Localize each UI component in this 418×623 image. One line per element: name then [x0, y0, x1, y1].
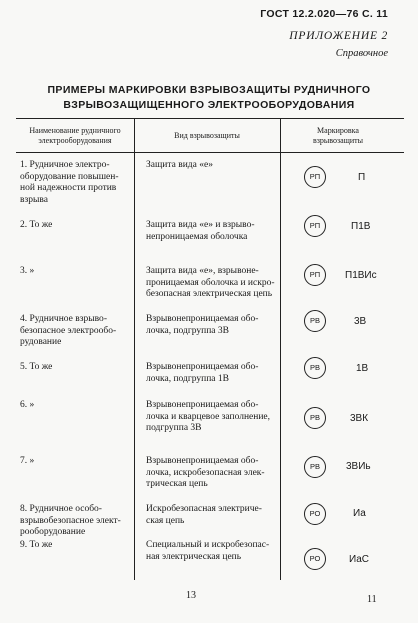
row-4-type: Взрывонепроницаемая оболочка, подгруппа 3В — [146, 314, 259, 336]
row-8-name: 8. Рудничное особовзрывобезопасное электрооборудование — [20, 504, 121, 537]
row-1-type: Защита вида «е» — [146, 160, 213, 170]
row-1-name: 1. Рудничное электрооборудование повышенной надежности против взрыва — [20, 160, 119, 205]
row-6-name: 6. » — [20, 400, 35, 410]
row-2-name: 2. То же — [20, 220, 53, 230]
row-4-marking-code: 3В — [354, 316, 367, 327]
row-2-marking-code: П1В — [351, 221, 371, 232]
row-3-marking-circle: РП — [304, 264, 326, 286]
row-2-marking-circle: РП — [304, 215, 326, 237]
row-1-marking-code: П — [358, 172, 366, 183]
column-divider-1 — [134, 118, 135, 580]
table-title-line-2: ВЗРЫВОЗАЩИЩЕННОГО ЭЛЕКТРООБОРУДОВАНИЯ — [63, 99, 355, 111]
row-4-name: 4. Рудничное взрывобезопасное электрооборудование — [20, 314, 117, 347]
header-marking: Маркировка взрывозащиты — [312, 126, 364, 145]
page-number-center: 13 — [186, 590, 196, 601]
table-title-line-1: ПРИМЕРЫ МАРКИРОВКИ ВЗРЫВОЗАЩИТЫ РУДНИЧНОГО — [47, 84, 371, 96]
row-8-type: Искробезопасная электрическая цепь — [146, 504, 262, 526]
row-5-type: Взрывонепроницаемая оболочка, подгруппа 1В — [146, 362, 259, 384]
row-3-marking-code: П1ВИс — [345, 270, 377, 281]
document-header-standard: ГОСТ 12.2.020—76 С. 11 — [260, 8, 388, 20]
row-9-marking-circle: РО — [304, 548, 326, 570]
row-5-marking-code: 1В — [356, 363, 369, 374]
header-protection-type: Вид взрывозащиты — [174, 131, 240, 140]
column-divider-2 — [280, 118, 281, 580]
row-6-marking-code: 3ВК — [350, 413, 369, 424]
reference-label: Справочное — [335, 48, 388, 59]
row-7-marking-code: 3ВИь — [346, 461, 371, 472]
row-9-name: 9. То же — [20, 540, 53, 550]
row-5-name: 5. То же — [20, 362, 53, 372]
row-5-marking-circle: РВ — [304, 357, 326, 379]
table-top-border — [16, 118, 404, 119]
row-1-marking-circle: РП — [304, 166, 326, 188]
header-equipment-name: Наименование рудничного электрооборудования — [29, 126, 121, 145]
row-9-marking-code: ИаС — [349, 554, 369, 565]
row-7-type: Взрывонепроницаемая оболочка, искробезопасная электрическая цепь — [146, 456, 265, 489]
row-2-type: Защита вида «е» и взрывонепроницаемая оболочка — [146, 220, 255, 242]
appendix-label: ПРИЛОЖЕНИЕ 2 — [289, 30, 388, 42]
row-7-name: 7. » — [20, 456, 35, 466]
row-3-type: Защита вида «е», взрывонепроницаемая оболочка и искробезопасная электрическая цепь — [146, 266, 275, 299]
row-7-marking-circle: РВ — [304, 456, 326, 478]
row-8-marking-circle: РО — [304, 503, 326, 525]
row-9-type: Специальный и искробезопасная электрическая цепь — [146, 540, 270, 562]
row-6-type: Взрывонепроницаемая оболочка и кварцевое заполнение, подгруппа 3В — [146, 400, 271, 433]
row-4-marking-circle: РВ — [304, 310, 326, 332]
row-6-marking-circle: РВ — [304, 407, 326, 429]
table-header-divider — [16, 152, 404, 153]
row-8-marking-code: Иа — [353, 508, 366, 519]
page-number-right: 11 — [367, 594, 377, 605]
row-3-name: 3. » — [20, 266, 35, 276]
